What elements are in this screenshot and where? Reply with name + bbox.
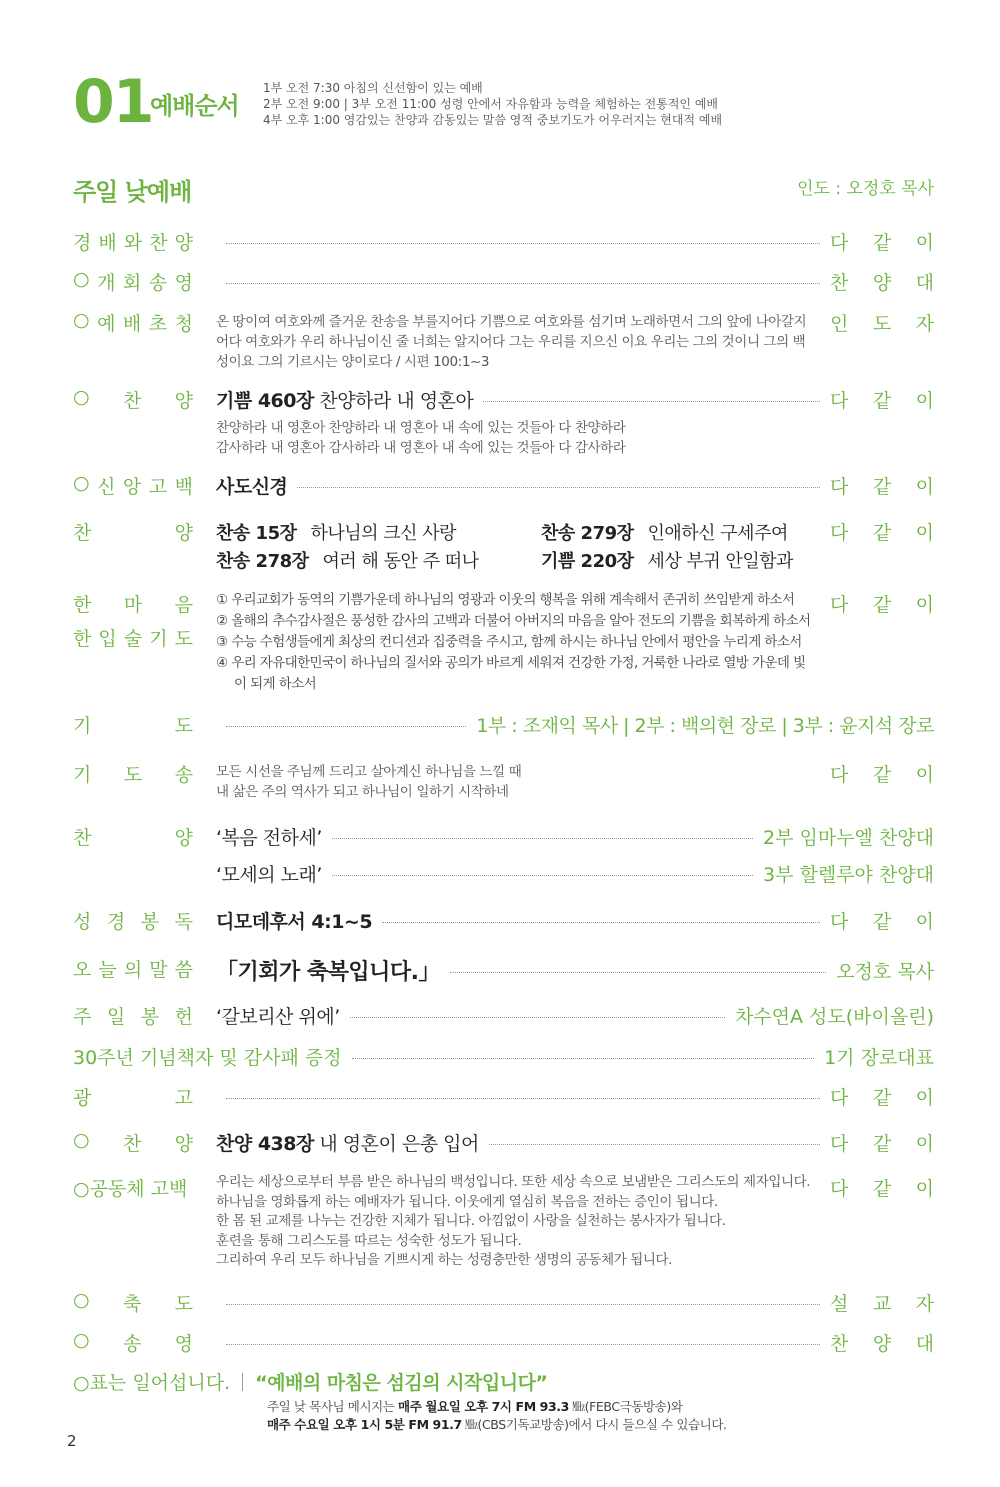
row-leader: 다 같 이	[830, 476, 934, 498]
dot-leader	[226, 1344, 820, 1345]
hymn-number: 찬송 279장	[541, 523, 634, 544]
row-label: 오 늘 의 말 씀	[73, 959, 193, 981]
row-label: ○ 개 회 송 영	[73, 268, 193, 294]
order-row	[73, 1043, 934, 1073]
dot-leader	[483, 401, 820, 402]
lyric-line: 모든 시선을 주님께 드리고 살아계신 하나님을 느낄 때	[216, 764, 522, 780]
row-leader: 설 교 자	[830, 1293, 934, 1315]
row-leader: 다 같 이	[830, 522, 934, 544]
closing-quote: “예배의 마침은 섬김의 시작입니다”	[255, 1372, 548, 1394]
dot-leader	[332, 838, 753, 839]
row-leader: 2부 임마누엘 찬양대	[763, 827, 934, 849]
row-label: ○ 신 앙 고 백	[73, 472, 193, 498]
service-time-2: 2부 오전 9:00 | 3부 오전 11:00 성령 안에서 자유함과 능력을 체험하는 전통적인 예배	[263, 97, 719, 111]
order-row	[73, 228, 934, 258]
order-row	[73, 711, 934, 741]
community-confession	[216, 1173, 810, 1271]
note-text: ㎒(CBS기독교방송)에서 다시 들으실 수 있습니다.	[461, 1417, 727, 1432]
dot-leader	[226, 726, 466, 727]
row-leader: 인 도 자	[830, 313, 934, 335]
note-text: 주일 낮 목사님 메시지는	[267, 1399, 399, 1414]
row-leader: 다 같 이	[830, 911, 934, 933]
service-time-3: 4부 오후 1:00 영감있는 찬양과 감동있는 말씀 영적 중보기도가 어우러지는 현대적 예배	[263, 113, 723, 127]
order-row	[73, 268, 934, 298]
row-label: ○ 찬 양	[73, 386, 193, 412]
broadcast-note	[267, 1398, 727, 1434]
hymn-title: 인애하신 구세주여	[647, 523, 788, 544]
row-label: ○ 송 영	[73, 1329, 193, 1355]
section-title: 주일 낮예배	[73, 178, 192, 206]
dot-leader	[332, 875, 753, 876]
row-label: 찬 양	[73, 827, 193, 849]
hymn-number: 기쁨 460장	[216, 390, 314, 412]
row-leader: 오정호 목사	[836, 961, 934, 983]
prayer-item: ④ 우리 자유대한민국이 하나님의 질서와 공의가 바르게 세워져 건강한 가정, 거룩한 나라로 열방 가운데 빛이 되게 하소서	[216, 655, 806, 692]
prayer-leaders: 1부 : 조재익 목사 | 2부 : 백의현 장로 | 3부 : 윤지석 장로	[476, 715, 934, 737]
row-label: ○ 찬 양	[73, 1129, 193, 1155]
order-row	[73, 860, 934, 890]
row-leader: 1기 장로대표	[824, 1047, 934, 1069]
hymn-number: 찬양 438장	[216, 1133, 314, 1155]
lyric-line: 찬양하라 내 영혼아 찬양하라 내 영혼아 내 속에 있는 것들아 다 찬양하라	[216, 420, 626, 436]
hymn-number: 찬송 278장	[216, 551, 309, 572]
dot-leader	[489, 1144, 820, 1145]
service-time-1: 1부 오전 7:30 아침의 신선함이 있는 예배	[263, 81, 483, 95]
order-row	[73, 955, 934, 985]
row-label: ○ 축 도	[73, 1289, 193, 1315]
divider	[242, 1373, 243, 1391]
anthem-title: ‘모세의 노래’	[216, 864, 322, 886]
scripture: 디모데후서 4:1~5	[216, 911, 373, 933]
order-row	[73, 386, 934, 416]
row-leader: 다 같 이	[830, 764, 934, 786]
lyrics	[216, 762, 521, 802]
prayer-list	[216, 590, 816, 695]
order-row	[73, 518, 934, 548]
prayer-item: ② 올해의 추수감사절은 풍성한 감사의 고백과 더불어 아버지의 마음을 알아 전도의 기쁨을 회복하게 하소서	[216, 613, 811, 629]
row-label: 광 고	[73, 1087, 193, 1109]
dot-leader	[226, 1098, 820, 1099]
row-label: 성 경 봉 독	[73, 911, 193, 933]
row-label: 주 일 봉 헌	[73, 1006, 193, 1028]
stand-note: ○표는 일어섭니다.	[73, 1372, 231, 1394]
confession-line: 훈련을 통해 그리스도를 따르는 성숙한 성도가 됩니다.	[216, 1232, 522, 1249]
hymn-number: 찬송 15장	[216, 523, 297, 544]
lyrics	[216, 418, 625, 458]
row-leader: 다 같 이	[830, 594, 934, 616]
lyric-line: 감사하라 내 영혼아 감사하라 내 영혼아 내 속에 있는 것들아 다 감사하라	[216, 440, 626, 456]
row-label: 기 도 송	[73, 764, 193, 786]
dot-leader	[297, 487, 820, 488]
order-row	[73, 907, 934, 937]
row-leader: 차수연A 성도(바이올린)	[734, 1006, 934, 1028]
dot-leader	[350, 1017, 725, 1018]
hymn-item	[541, 547, 793, 573]
row-label: ○ 예 배 초 청	[73, 309, 193, 335]
order-row	[73, 1289, 934, 1319]
note-time: 매주 월요일 오후 7시 FM 93.3	[398, 1399, 569, 1414]
confession-line: 한 몸 된 교제를 나누는 건강한 지체가 됩니다. 아낌없이 사랑을 실천하는 봉사자가 됩니다.	[216, 1213, 726, 1229]
note-time: 매주 수요일 오후 1시 5분 FM 91.7	[267, 1417, 462, 1432]
row-label: 찬 양	[73, 522, 193, 544]
order-row	[73, 1083, 934, 1113]
row-leader: 다 같 이	[830, 390, 934, 412]
row-leader: 다 같 이	[830, 232, 934, 254]
order-row	[73, 1002, 934, 1032]
order-row	[73, 1129, 934, 1159]
prayer-item: ③ 수능 수험생들에게 최상의 컨디션과 집중력을 주시고, 함께 하시는 하나님 안에서 평안을 누리게 하소서	[216, 634, 802, 650]
confession-line: 하나님을 영화롭게 하는 예배자가 됩니다. 이웃에게 열심히 복음을 전하는 증인이 됩니다.	[216, 1193, 718, 1210]
order-row	[73, 1329, 934, 1359]
order-row	[73, 823, 934, 853]
row-label: 30주년 기념책자 및 감사패 증정	[73, 1047, 342, 1069]
service-times	[263, 80, 722, 128]
dot-leader	[226, 283, 820, 284]
row-label: 기 도	[73, 715, 193, 737]
prayer-item: ① 우리교회가 동역의 기쁨가운데 하나님의 영광과 이웃의 행복을 위해 계속해서 존귀히 쓰임받게 하소서	[216, 592, 795, 608]
offering-title: ‘갈보리산 위에’	[216, 1006, 340, 1028]
hymn-item	[541, 519, 788, 545]
section-leader: 인도 : 오정호 목사	[797, 179, 934, 199]
row-leader: 다 같 이	[830, 1133, 934, 1155]
hymn-item	[216, 547, 479, 573]
sermon-title: 「기회가 축복입니다.」	[216, 960, 441, 985]
row-label: 경 배 와 찬 양	[73, 232, 193, 254]
hymn-title: 찬양하라 내 영혼아	[313, 390, 474, 412]
dot-leader	[226, 243, 820, 244]
invitation-text: 온 땅이여 여호와께 즐거운 찬송을 부를지어다 기쁨으로 여호와를 섬기며 노래하면서 그의 앞에 나아갈지어다 여호와가 우리 하나님이신 줄 너희는 알지어다 그는 우리를 지으신 이요 우리는 그의 것이니 그의 백성이요 그의 기르시는 양이로다 / 시편 100:1~3	[216, 314, 807, 370]
row-label: 한 마 음	[73, 594, 193, 616]
hymn-title: 내 영혼이 은총 입어	[313, 1133, 479, 1155]
creed: 사도신경	[216, 476, 288, 498]
row-leader: 3부 할렐루야 찬양대	[763, 864, 934, 886]
row-leader: 다 같 이	[830, 1087, 934, 1109]
section-number: 01	[73, 67, 153, 137]
lyric-line: 내 삶은 주의 역사가 되고 하나님이 일하기 시작하네	[216, 784, 509, 800]
dot-leader	[450, 972, 826, 973]
hymn-item	[216, 519, 456, 545]
hymn-number: 기쁨 220장	[541, 551, 634, 572]
dot-leader	[352, 1058, 815, 1059]
footer-line	[73, 1368, 547, 1395]
confession-line: 그리하여 우리 모두 하나님을 기쁘시게 하는 성령충만한 생명의 공동체가 됩니다.	[216, 1252, 673, 1268]
row-leader: 찬 양 대	[830, 1333, 934, 1355]
dot-leader	[226, 1304, 820, 1305]
order-row	[73, 472, 934, 502]
row-label: ○공동체 고백	[73, 1178, 188, 1200]
note-text: ㎒(FEBC극동방송)와	[568, 1399, 683, 1414]
page-title: 예배순서	[150, 92, 239, 120]
hymn-title: 세상 부귀 안일함과	[647, 551, 794, 572]
anthem-title: ‘복음 전하세’	[216, 827, 322, 849]
hymn-title: 하나님의 크신 사랑	[310, 523, 457, 544]
hymn-title: 여러 해 동안 주 떠나	[322, 551, 479, 572]
confession-line: 우리는 세상으로부터 부름 받은 하나님의 백성입니다. 또한 세상 속으로 보냄받은 그리스도의 제자입니다.	[216, 1174, 811, 1190]
row-leader: 찬 양 대	[830, 272, 934, 294]
page-number: 2	[67, 1432, 77, 1450]
row-label: 한 입 술 기 도	[73, 628, 193, 650]
row-leader: 다 같 이	[830, 1178, 934, 1200]
dot-leader	[382, 922, 820, 923]
